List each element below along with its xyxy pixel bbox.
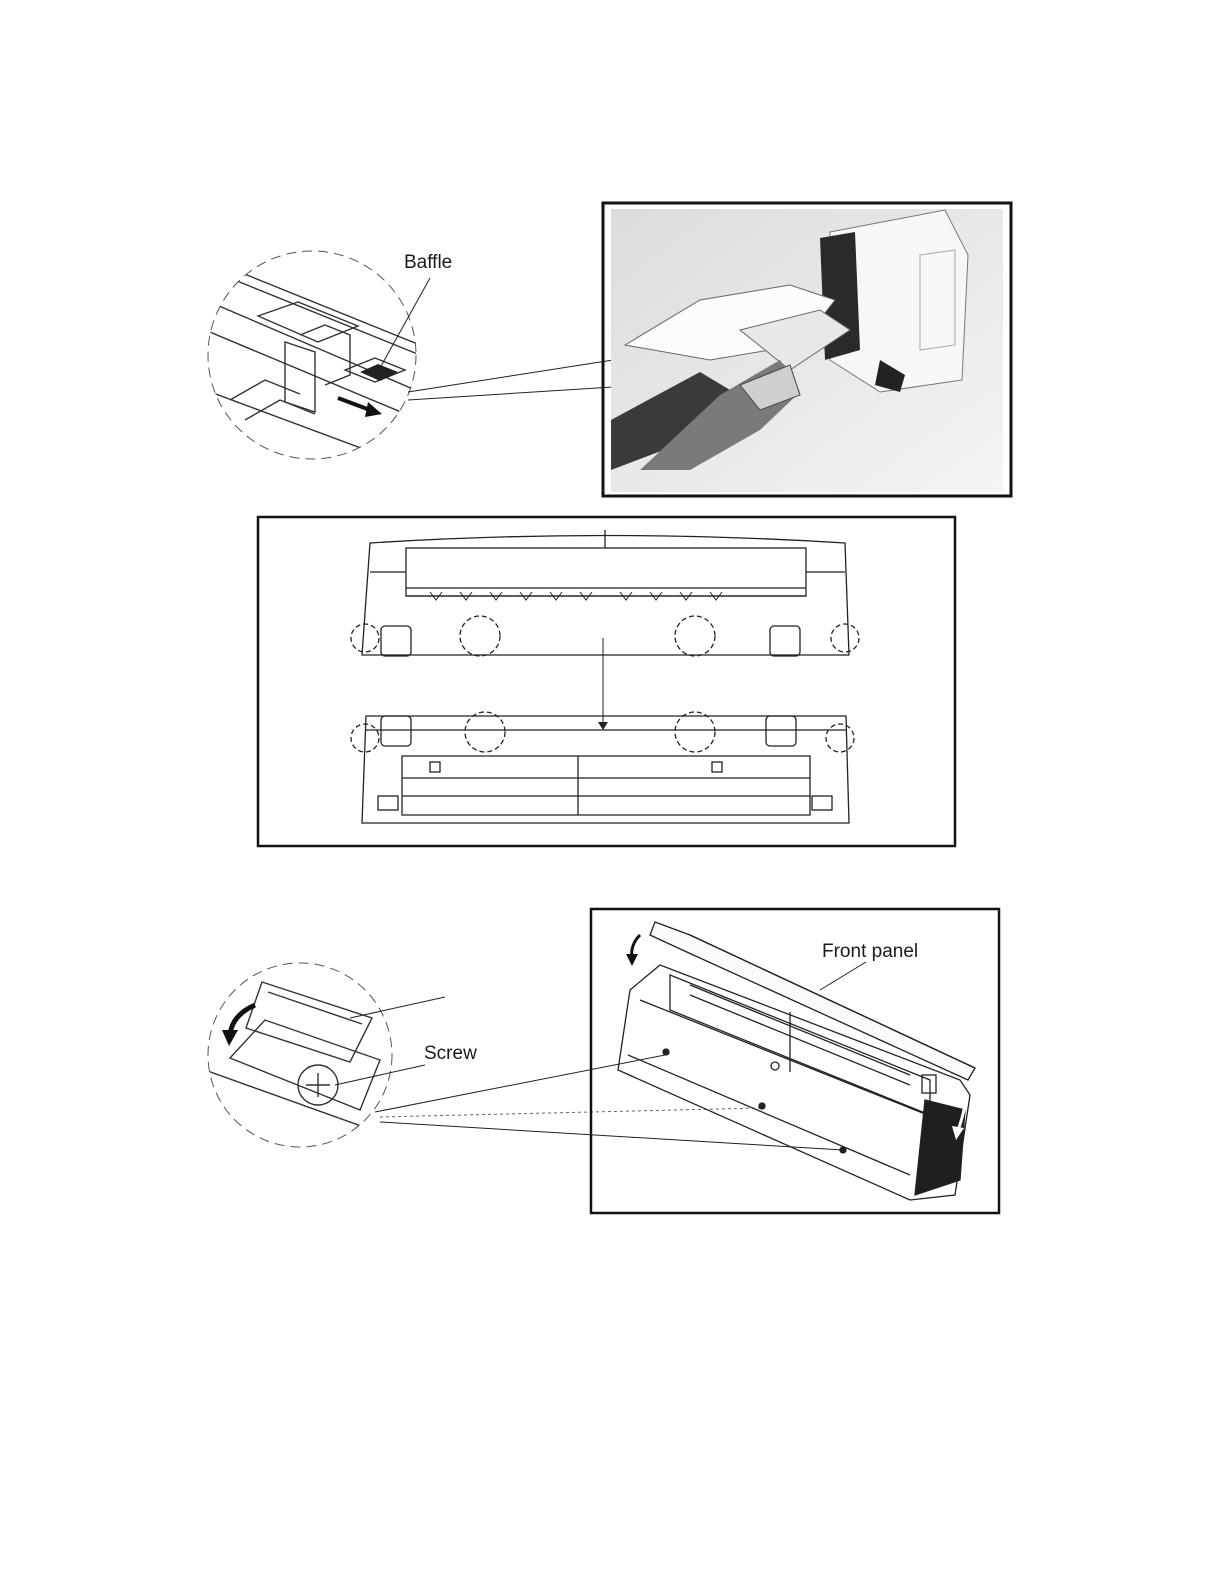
connector-line: [375, 1055, 665, 1112]
figure-1: [205, 203, 1011, 496]
connector-line: [408, 360, 613, 392]
figure-2: [258, 517, 955, 846]
connector-line: [408, 387, 613, 400]
connector-line-dotted: [380, 1108, 760, 1117]
screw-detail-circle: [205, 963, 400, 1147]
curved-arrow-icon: [626, 935, 640, 966]
front-panel-label: Front panel: [822, 941, 919, 962]
baffle-label: Baffle: [404, 252, 453, 273]
connector-line: [380, 1122, 843, 1150]
removal-photo: [603, 203, 1011, 496]
screw-label: Screw: [424, 1043, 477, 1064]
baffle-detail-circle: [205, 251, 420, 470]
front-panel-leader-line: [820, 962, 866, 990]
indoor-unit-with-panel: [351, 530, 859, 656]
tilted-indoor-unit: [618, 922, 975, 1200]
